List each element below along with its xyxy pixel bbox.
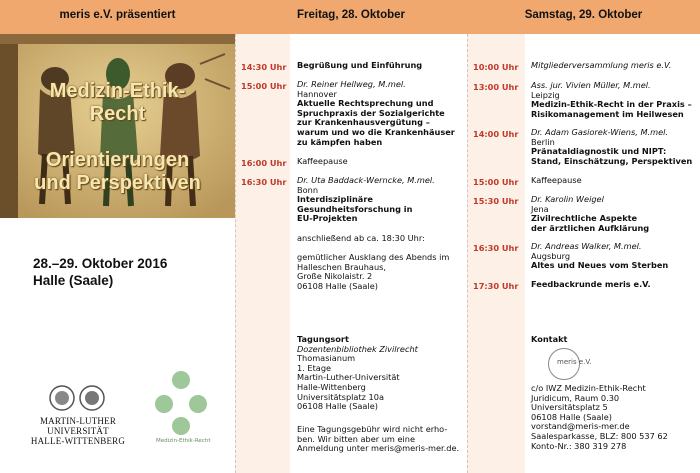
header-friday: Freitag, 28. Oktober [235,0,467,34]
time-slot: 14:00 Uhr [473,129,519,139]
time-slot: 13:00 Uhr [473,82,519,92]
cover-illustration [0,34,235,218]
fee-note: Eine Tagungsgebühr wird nicht erho- ben. Wir bitten aber um eine Anmeldung unter meris@meris-mer.de. [297,424,460,454]
time-slot: 16:30 Uhr [241,177,287,187]
divider [235,34,236,473]
time-slot: 15:30 Uhr [473,196,519,206]
event-dates: 28.–29. Oktober 2016 [33,256,168,271]
divider [467,34,468,473]
header-saturday: Samstag, 29. Oktober [467,0,700,34]
friday-time-column [235,34,290,473]
header-left: meris e.V. präsentiert [0,0,235,34]
meris-logo-text: meris e.V. [557,358,592,366]
time-slot: 10:00 Uhr [473,62,519,72]
after-note: anschließend ab ca. 18:30 Uhr: [297,233,425,243]
cover-title: Recht [89,103,146,125]
time-slot: 14:30 Uhr [241,62,287,72]
cover-subtitle: Orientierungen [45,149,190,171]
zentrum-logo: Medizin-Ethik-Recht [150,368,212,448]
session-title: Kaffeepause [297,156,348,166]
event-place: Halle (Saale) [33,273,114,288]
cover-title: Medizin-Ethik- [49,80,186,102]
seal-icon [42,384,114,412]
session-title: Mitgliederversammlung meris e.V. [531,60,672,70]
session-title: Feedbackrunde meris e.V. [531,279,651,289]
saturday-time-column [467,34,525,473]
session-title: Kaffeepause [531,175,582,185]
contact-label: Kontakt [531,334,568,344]
session: Ass. jur. Vivien Müller, M.mel. Leipzig Medizin-Ethik-Recht in der Praxis – Risikomanagement im Heilwesen [531,80,692,119]
session: Dr. Adam Gasiorek-Wiens, M.mel. Berlin Pränataldiagnostik und NIPT: Stand, Einschätzung, Perspektiven [531,127,693,166]
time-slot: 16:00 Uhr [241,158,287,168]
venue-block: Tagungsort Dozentenbibliothek Zivilrecht Thomasianum 1. Etage Martin-Luther-Universität Halle-Wittenberg Universitätsplatz 10a 06108 Halle (Saale) [297,334,418,412]
time-slot: 17:30 Uhr [473,281,519,291]
contact-address: c/o IWZ Medizin-Ethik-Recht Juridicum, Raum 0.30 Universitätsplatz 5 06108 Halle (Saale) vorstand@meris-mer.de Saalesparkasse, BLZ: 800 537 62 Konto-Nr.: 380 319 278 [531,383,668,451]
session: Dr. Andreas Walker, M.mel. Augsburg Altes und Neues vom Sterben [531,241,669,271]
session-title: Begrüßung und Einführung [297,60,423,70]
session: Dr. Reiner Hellweg, M.mel. Hannover Aktuelle Rechtsprechung und Spruchpraxis der Sozialgerichte zur Krankenhausvergütung – warum und wo die Krankenhäuser zu kämpfen haben [297,79,455,147]
time-slot: 15:00 Uhr [241,81,287,91]
university-logo: MARTIN-LUTHER UNIVERSITÄT HALLE-WITTENBERG [18,384,138,446]
emblem-icon [150,368,212,438]
time-slot: 15:00 Uhr [473,177,519,187]
evening-info: gemütlicher Ausklang des Abends im Halleschen Brauhaus, Große Nikolaistr. 2 06108 Halle (Saale) [297,252,450,291]
cover-subtitle: und Perspektiven [34,172,201,194]
time-slot: 16:30 Uhr [473,243,519,253]
session: Dr. Karolin Weigel Jena Zivilrechtliche Aspekte der ärztlichen Aufklärung [531,194,650,233]
session: Dr. Uta Baddack-Werncke, M.mel. Bonn Interdisziplinäre Gesundheitsforschung in EU-Projekten [297,175,435,224]
